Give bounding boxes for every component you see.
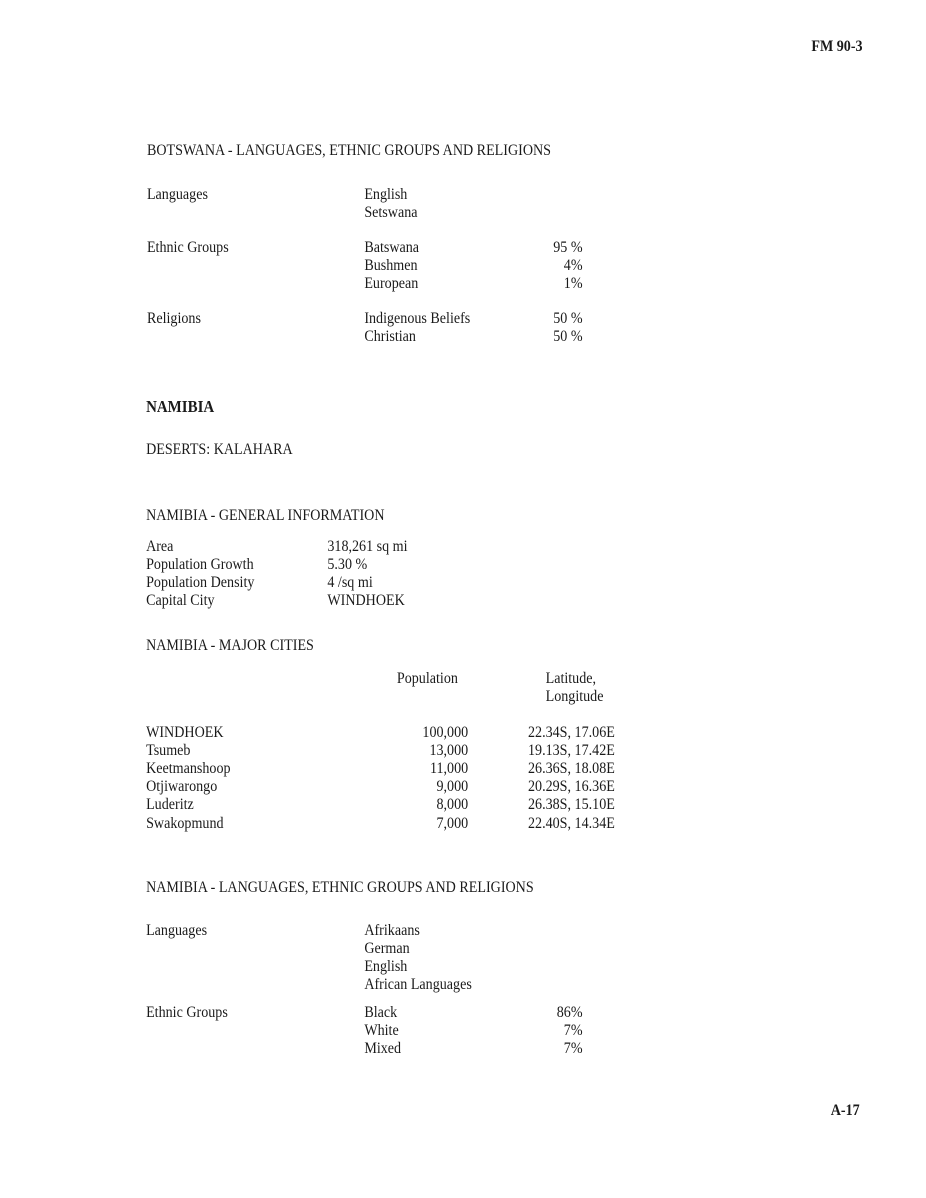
cities-col-latlong: Longitude	[545, 688, 604, 705]
general-info-value: 5.30 %	[327, 556, 368, 573]
botswana-ethnic-pct: 4%	[563, 257, 583, 274]
namibia-general-title: NAMIBIA - GENERAL INFORMATION	[146, 507, 385, 524]
botswana-ethnic-label: Ethnic Groups	[146, 239, 229, 256]
city-coords: 26.36S, 18.08E	[528, 760, 615, 777]
botswana-religion-pct: 50 %	[553, 328, 583, 345]
city-population: 9,000	[436, 778, 469, 795]
city-name: Luderitz	[146, 796, 194, 813]
cities-col-latlong: Latitude,	[545, 670, 597, 687]
city-population: 8,000	[436, 796, 469, 813]
botswana-ethnic-name: Bushmen	[364, 257, 418, 274]
general-info-label: Capital City	[146, 592, 215, 609]
namibia-languages-label: Languages	[146, 922, 208, 939]
city-coords: 22.34S, 17.06E	[528, 724, 615, 741]
general-info-value: 318,261 sq mi	[327, 538, 408, 555]
namibia-ethnic-pct: 86%	[556, 1004, 583, 1021]
general-info-label: Area	[146, 538, 174, 555]
city-population: 7,000	[436, 815, 469, 832]
city-coords: 20.29S, 16.36E	[528, 778, 615, 795]
botswana-ethnic-name: European	[364, 275, 419, 292]
city-name: Otjiwarongo	[146, 778, 218, 795]
botswana-ethnic-pct: 95 %	[553, 239, 583, 256]
city-population: 11,000	[429, 760, 469, 777]
botswana-religion-name: Christian	[364, 328, 416, 345]
city-name: Keetmanshoop	[146, 760, 231, 777]
botswana-ethnic-name: Batswana	[364, 239, 420, 256]
general-info-label: Population Growth	[146, 556, 254, 573]
general-info-label: Population Density	[146, 574, 255, 591]
document-id: FM 90-3	[811, 38, 863, 55]
city-coords: 19.13S, 17.42E	[528, 742, 615, 759]
botswana-religions-label: Religions	[146, 310, 201, 327]
namibia-ethnic-pct: 7%	[563, 1040, 583, 1057]
namibia-lang-title: NAMIBIA - LANGUAGES, ETHNIC GROUPS AND RELIGIONS	[146, 879, 534, 896]
cities-col-population: Population	[396, 670, 458, 687]
botswana-religion-pct: 50 %	[553, 310, 583, 327]
namibia-cities-title: NAMIBIA - MAJOR CITIES	[146, 637, 314, 654]
botswana-religion-name: Indigenous Beliefs	[364, 310, 471, 327]
botswana-language-item: English	[364, 186, 408, 203]
namibia-language-item: Afrikaans	[364, 922, 420, 939]
botswana-lang-title: BOTSWANA - LANGUAGES, ETHNIC GROUPS AND RELIGIONS	[146, 142, 551, 159]
namibia-language-item: German	[364, 940, 410, 957]
city-coords: 22.40S, 14.34E	[528, 815, 615, 832]
city-name: Swakopmund	[146, 815, 224, 832]
namibia-heading: NAMIBIA	[146, 397, 215, 416]
namibia-ethnic-name: Black	[364, 1004, 398, 1021]
namibia-ethnic-label: Ethnic Groups	[146, 1004, 228, 1021]
namibia-ethnic-name: Mixed	[364, 1040, 402, 1057]
page-number: A-17	[830, 1102, 860, 1119]
botswana-language-item: Setswana	[364, 204, 418, 221]
city-population: 13,000	[429, 742, 469, 759]
general-info-value: WINDHOEK	[327, 592, 405, 609]
namibia-ethnic-pct: 7%	[563, 1022, 583, 1039]
namibia-ethnic-name: White	[364, 1022, 399, 1039]
botswana-ethnic-pct: 1%	[563, 275, 583, 292]
namibia-deserts: DESERTS: KALAHARA	[146, 441, 293, 458]
general-info-value: 4 /sq mi	[327, 574, 373, 591]
city-coords: 26.38S, 15.10E	[528, 796, 615, 813]
city-name: WINDHOEK	[146, 724, 224, 741]
namibia-language-item: African Languages	[364, 976, 472, 993]
botswana-languages-label: Languages	[146, 186, 208, 203]
namibia-language-item: English	[364, 958, 408, 975]
city-population: 100,000	[422, 724, 469, 741]
city-name: Tsumeb	[146, 742, 191, 759]
